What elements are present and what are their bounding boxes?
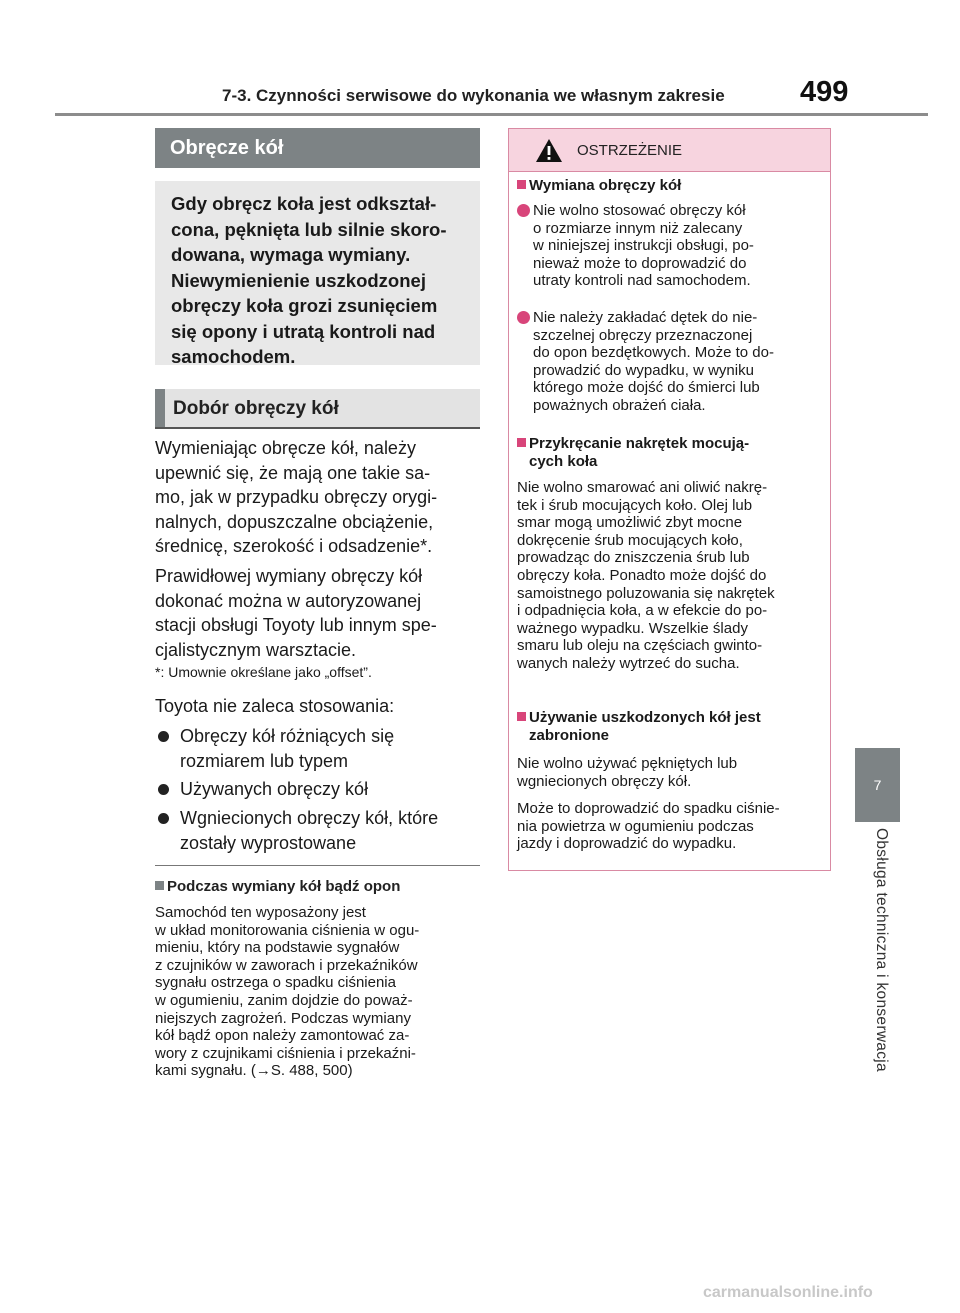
subheading-text: Podczas wymiany kół bądź opon (167, 878, 401, 895)
text-line: Nie wolno używać pękniętych lub (517, 755, 738, 772)
text-line: samoistnego poluzowania się nakrętek (517, 584, 775, 602)
warning-heading (517, 435, 827, 470)
text-line: smar mogą umożliwić zbyt mocne (517, 514, 743, 532)
text-line: średnicę, szerokość i odsadzenie*. (155, 536, 433, 556)
text-line: o rozmiarze innym niż zalecany (533, 219, 743, 237)
warning-title: OSTRZEŻENIE (577, 142, 683, 159)
text-line: mo, jak w przypadku obręczy orygi- (155, 487, 438, 507)
square-bullet-icon (155, 881, 164, 890)
text-line: prowadząc do zniszczenia śrub lub (517, 549, 750, 567)
text-line: prowadzić do wypadku, w wyniku (533, 361, 754, 379)
page-number: 499 (800, 76, 849, 108)
pink-square-icon (517, 712, 526, 721)
warning-paragraph (517, 479, 827, 673)
text-line: Nie wolno smarować ani oliwić nakrę- (517, 479, 768, 496)
pink-dot-icon (517, 204, 530, 217)
text-line: wanych należy wytrzeć do sucha. (517, 654, 740, 672)
warning-triangle-icon (535, 138, 563, 163)
bullet-text: Używanych obręczy kół (180, 779, 369, 799)
warning-heading (517, 709, 827, 744)
text-line: wgniecionych obręczy kół. (517, 772, 692, 790)
text-line: cjalistycznym warsztacie. (155, 639, 357, 660)
chapter-tab: 7 (855, 748, 900, 822)
text-line: sygnału ostrzega o spadku ciśnienia (155, 974, 396, 992)
intro-line: obręczy koła grozi zsunięciem (171, 295, 438, 316)
intro-box (155, 181, 480, 365)
text-line: ważnego wypadku. Wszelkie ślady (517, 619, 748, 637)
warning-heading-text: cych koła (529, 452, 598, 470)
text-line: Samochód ten wyposażony jest (155, 904, 366, 921)
divider (155, 865, 480, 866)
text-line: jazdy i doprowadzić do wypadku. (517, 835, 737, 853)
paragraph-1 (155, 436, 485, 559)
text-line: Nie należy zakładać dętek do nie- (533, 309, 758, 326)
warning-header (509, 129, 830, 172)
bullet-text: rozmiarem lub typem (180, 750, 349, 771)
text-line: smaru lub oleju na częściach gwinto- (517, 637, 763, 655)
text-line: nia powietrza w ogumieniu podczas (517, 817, 754, 835)
text-line: mieniu, który na podstawie sygnałów (155, 939, 400, 957)
bullet-dot-icon (158, 813, 169, 824)
text-line: Nie wolno stosować obręczy kół (533, 202, 746, 219)
pink-dot-icon (517, 311, 530, 324)
header-divider (55, 113, 928, 116)
text-line: Prawidłowej wymiany obręczy kół (155, 566, 423, 586)
text-line: do opon bezdętkowych. Może to do- (533, 344, 774, 362)
warning-paragraph (517, 800, 827, 853)
text-line: upewnić się, że mają one takie sa- (155, 462, 431, 483)
paragraph-2 (155, 564, 485, 662)
warning-box (508, 128, 831, 871)
text-line: kół bądź opon należy zamontować za- (155, 1027, 410, 1045)
text-line: utraty kontroli nad samochodem. (533, 272, 751, 290)
section-title-obrecze: Obręcze kół (155, 128, 480, 168)
text-line: w układ monitorowania ciśnienia w ogu- (155, 921, 420, 939)
text-line: w ogumieniu, zanim dojdzie do poważ- (155, 991, 413, 1009)
text-line: którego może dojść do śmierci lub (533, 379, 760, 397)
section-title-dobor (155, 389, 480, 429)
paragraph-3: Toyota nie zaleca stosowania: (155, 696, 395, 716)
footnote: *: Umownie określane jako „offset”. (155, 664, 372, 680)
text-line: nalnych, dopuszczalne obciążenie, (155, 511, 434, 532)
text-line: wory z czujnikami ciśnienia i przekaźni- (155, 1044, 416, 1062)
intro-line: Niewymienienie uszkodzonej (171, 269, 426, 291)
bullet-dot-icon (158, 784, 169, 795)
text-line: niejszych zagrożeń. Podczas wymiany (155, 1009, 411, 1027)
bullet-dot-icon (158, 731, 169, 742)
tpms-paragraph (155, 904, 480, 1080)
text-line: nieważ może to doprowadzić do (533, 254, 747, 272)
subheading-tpms (155, 878, 400, 895)
warning-heading-text: zabronione (529, 726, 610, 744)
text-line: w niniejszej instrukcji obsługi, po- (533, 237, 754, 255)
bullet-text: zostały wyprostowane (180, 832, 357, 853)
intro-line: dowana, wymaga wymiany. (171, 244, 411, 265)
running-header: 7-3. Czynności serwisowe do wykonania we własnym zakresie (222, 86, 725, 105)
chapter-label: Obsługa techniczna i konserwacja (873, 828, 890, 1072)
bullet-text: Wgniecionych obręczy kół, które (180, 808, 439, 828)
warning-heading-text: Wymiana obręczy kół (529, 177, 682, 194)
intro-line: samochodem. (171, 346, 296, 367)
text-line: dokonać można w autoryzowanej (155, 590, 422, 611)
text-line: poważnych obrażeń ciała. (533, 396, 706, 414)
text-line: stacji obsługi Toyoty lub innym spe- (155, 615, 437, 635)
section-accent (155, 389, 165, 427)
text-line: z czujników w zaworach i przekaźników (155, 956, 418, 974)
warning-heading-text: Używanie uszkodzonych kół jest (529, 709, 761, 726)
text-line: Wymieniając obręcze kół, należy (155, 438, 416, 458)
warning-paragraph (517, 755, 827, 790)
intro-line: cona, pęknięta lub silnie skoro- (171, 218, 447, 240)
intro-line: Gdy obręcz koła jest odkształ- (171, 193, 437, 214)
warning-heading-text: Przykręcanie nakrętek mocują- (529, 435, 750, 452)
bullet-text: Obręczy kół różniących się (180, 726, 395, 746)
pink-square-icon (517, 180, 526, 189)
section-label: Dobór obręczy kół (173, 398, 339, 419)
text-line: dokręcenie śrub mocujących koło, (517, 531, 743, 549)
intro-line: się opony i utratą kontroli nad (171, 320, 436, 342)
text-line: obręczy koła. Ponadto może dojść do (517, 566, 767, 584)
text-line: Może to doprowadzić do spadku ciśnie- (517, 800, 780, 817)
text-line: szczelnej obręczy przeznaczonej (533, 326, 753, 344)
pink-square-icon (517, 438, 526, 447)
text-line: kami sygnału. (→S. 488, 500) (155, 1062, 353, 1080)
warning-heading (517, 177, 827, 195)
watermark: carmanualsonline.info (703, 1284, 873, 1301)
text-line: i odpadnięcia koła, a w efekcie do po- (517, 602, 768, 620)
text-line: tek i śrub mocujących koło. Olej lub (517, 496, 753, 514)
